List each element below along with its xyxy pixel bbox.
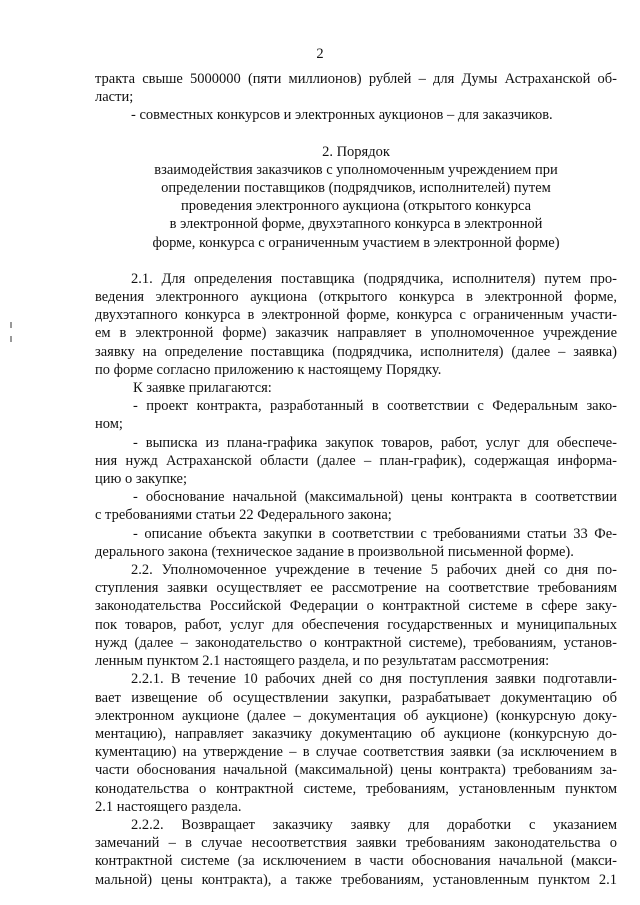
text-line: ласти; <box>95 89 134 106</box>
text-line: ном; <box>95 416 123 433</box>
attachment-item <box>95 488 617 524</box>
attachment-item <box>95 525 617 561</box>
text-line: части обоснования начальной (максимальной) цены контракта) требованиям за- <box>95 762 617 779</box>
text-line: кументацию) на утверждение – в случае соответствия заявки (за исключением в <box>95 744 617 761</box>
text-line: вает извещение об осуществлении закупки, разрабатывает документацию об <box>95 689 617 706</box>
text-line: заявку на определение поставщика (подрядчика, исполнителя) (далее – заявка) <box>95 343 617 360</box>
text-line: 2.2. Уполномоченное учреждение в течение 5 рабочих дней со дня по- <box>131 562 617 579</box>
text-line: по форме согласно приложению к настоящему Порядку. <box>95 361 442 378</box>
heading-line: 2. Порядок <box>322 143 390 160</box>
text-line: с требованиями статьи 22 Федерального закона; <box>95 507 392 524</box>
text-line: контрактной системе (за исключением в части обоснования начальной (макси- <box>95 853 617 870</box>
paragraph-2-2 <box>95 561 617 670</box>
text-line: замечаний – в случае несоответствия заявки требованиям законодательства о <box>95 835 617 852</box>
text-line: - обоснование начальной (максимальной) цены контракта в соответствии <box>133 489 617 506</box>
text-line: ступления заявки осуществляет ее рассмотрение на соответствие требованиям <box>95 580 617 597</box>
attachment-item <box>95 397 617 433</box>
page-number: 2 <box>316 46 324 62</box>
bullet-line: - совместных конкурсов и электронных аукционов – для заказчиков. <box>131 107 553 124</box>
margin-mark <box>10 322 12 328</box>
text-line: 2.1 настоящего раздела. <box>95 798 242 815</box>
text-line: ния нужд Астраханской области (далее – план-график), содержащая информа- <box>95 452 617 469</box>
text-line: дерального закона (техническое задание в произвольной письменной форме). <box>95 543 574 560</box>
text-line: нужд (далее – законодательство о контрактной системе), требованиям, установ- <box>95 634 617 651</box>
text-line: ментацию), направляет заказчику документацию об аукционе (конкурсную до- <box>95 725 617 742</box>
section-heading <box>95 143 617 252</box>
paragraph-2-2-1 <box>95 670 617 816</box>
text-line: ленным пунктом 2.1 настоящего раздела, и по результатам рассмотрения: <box>95 653 550 670</box>
text-line: конодательства о контрактной системе, требованиям, установленным пунктом <box>95 780 617 797</box>
text-line: - выписка из плана-графика закупок товаров, работ, услуг для обеспече- <box>133 434 617 451</box>
text-line: двухэтапного конкурса в электронной форме, конкурса с ограниченным участи- <box>95 307 617 324</box>
text-line: цию о закупке; <box>95 471 188 488</box>
document-body <box>95 70 617 889</box>
text-line: пок товаров, работ, услуг для обеспечения государственных и муниципальных <box>95 616 617 633</box>
text-line: - проект контракта, разработанный в соответствии с Федеральным зако- <box>133 398 617 415</box>
text-line: 2.1. Для определения поставщика (подрядчика, исполнителя) путем про- <box>131 270 617 287</box>
attachment-item <box>95 434 617 489</box>
attachments-intro: К заявке прилагаются: <box>133 380 272 397</box>
text-line: 2.2.2. Возвращает заказчику заявку для доработки с указанием <box>131 816 617 833</box>
text-line: мальной) цены контракта), а также требованиям, установленным пунктом 2.1 <box>95 871 617 888</box>
text-line: ведения электронного аукциона (открытого конкурса в электронной форме, <box>95 289 617 306</box>
text-line: электронном аукционе (далее – документация об аукционе) (конкурсную доку- <box>95 707 617 724</box>
heading-line: в электронной форме, двухэтапного конкурса в электронной <box>169 216 543 233</box>
heading-line: форме, конкурса с ограниченным участием в электронной форме) <box>152 234 560 251</box>
text-line: тракта свыше 5000000 (пяти миллионов) рублей – для Думы Астраханской об- <box>95 71 617 87</box>
spacer <box>95 125 617 143</box>
heading-line: взаимодействия заказчиков с уполномоченным учреждением при <box>154 161 558 178</box>
margin-mark <box>10 336 12 342</box>
text-line: 2.2.1. В течение 10 рабочих дней со дня поступления заявки подготавли- <box>131 671 617 688</box>
text-line: - описание объекта закупки в соответствии с требованиями статьи 33 Фе- <box>133 525 617 542</box>
heading-line: определении поставщиков (подрядчиков, исполнителей) путем <box>161 180 551 197</box>
text-line: законодательства Российской Федерации о контрактной системе в сфере заку- <box>95 598 617 615</box>
paragraph-2-2-2 <box>95 816 617 889</box>
spacer <box>95 252 617 270</box>
paragraph-2-1 <box>95 270 617 379</box>
heading-line: проведения электронного аукциона (открытого конкурса <box>180 198 532 215</box>
text-line: ем в электронной форме) заказчик направляет в уполномоченное учреждение <box>95 325 617 342</box>
